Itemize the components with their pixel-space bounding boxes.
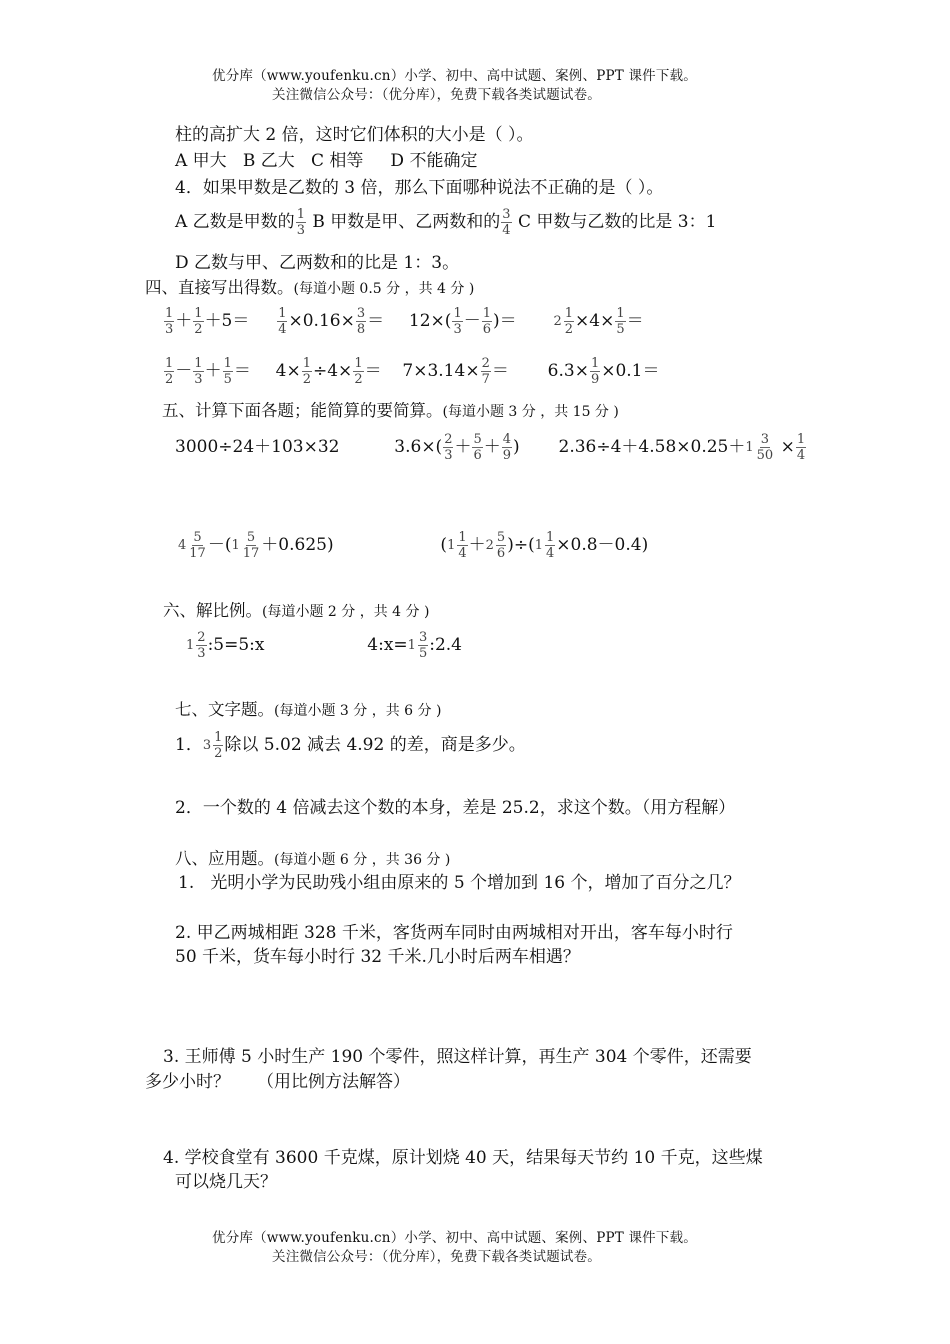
q3-options: A 甲大 B 乙大 C 相等 D 不能确定 [175,151,478,171]
q4-question: 4．如果甲数是乙数的 3 倍，那么下面哪种说法不正确的是（ ）。 [175,178,664,198]
calc-5-3: 2.36÷4＋4.58×0.25＋ 1 $\frac{3}{50}$ × $\frac{1}{4}$ [558,432,806,463]
page-footer-line2: 关注微信公众号：（优分库），免费下载各类试题试卷。 [272,1249,601,1265]
section8-q3-line2: 多少小时？ （用比例方法解答） [145,1072,411,1092]
section8-q4-line1: 4. 学校食堂有 3600 千克煤，原计划烧 40 天，结果每天节约 10 千克，这些煤 [163,1148,763,1168]
section4-note: (每道小题 0.5 分 ，共 4 分 ) [293,281,475,297]
proportion-1: 1 $\frac{2}{3}$ :5=5:x [186,630,265,661]
section4-row2 [163,354,660,388]
section4-heading [145,277,474,300]
section8-q2-line2: 50 千米，货车每小时行 32 千米.几小时后两车相遇？ [175,947,580,967]
section6-row [186,628,462,663]
page-footer-line1: 优分库（www.youfenku.cn）小学、初中、高中试题、案例、PPT 课件下载。 [212,1230,697,1246]
section8-q2-line1: 2. 甲乙两城相距 328 千米，客货两车同时由两城相对开出，客车每小时行 [175,923,733,943]
section5-row1 [175,430,807,465]
calc-4-1: $\frac{1}{3}$ ＋ $\frac{1}{2}$ ＋5＝ [165,306,250,337]
section8-heading [175,848,450,871]
section8-q1: 1. 光明小学为民助残小组由原来的 5 个增加到 16 个，增加了百分之几？ [178,873,741,893]
calc-4-8: 6.3× $\frac{1}{9}$ ×0.1＝ [547,356,660,387]
calc-5-2: 3.6×( $\frac{2}{3}$ ＋ $\frac{5}{6}$ ＋ $\frac{4}{9}$ ) [394,432,520,463]
section8-q3-line1: 3. 王师傅 5 小时生产 190 个零件，照这样计算，再生产 304 个零件，还需要 [163,1047,752,1067]
calc-4-5: $\frac{1}{2}$ － $\frac{1}{3}$ ＋ $\frac{1}{5}$ ＝ [165,356,251,387]
section7-note: (每道小题 3 分 ，共 6 分 ) [274,703,442,719]
q4-option-a: A 乙数是甲数的 [175,212,295,232]
section8-note: (每道小题 6 分 ，共 36 分 ) [274,852,451,868]
section6-note: (每道小题 2 分 ，共 4 分 ) [262,604,430,620]
q4-option-b: B 甲数是甲、乙两数和的 [312,212,501,232]
section7-q1: 1． 3 $\frac{1}{2}$ 除以 5.02 减去 4.92 的差，商是多少。 [175,730,526,761]
q4-option-d: D 乙数与甲、乙两数和的比是 1：3。 [175,253,460,273]
calc-4-7: 7×3.14× $\frac{2}{7}$ ＝ [402,356,509,387]
fraction-3-4: $\frac{3}{4}$ [502,207,511,238]
calc-4-6: 4× $\frac{1}{2}$ ÷4× $\frac{1}{2}$ ＝ [275,356,382,387]
page-header-line2: 关注微信公众号：（优分库），免费下载各类试题试卷。 [272,87,601,103]
calc-4-3: 12×( $\frac{1}{3}$ － $\frac{1}{6}$ )＝ [408,306,517,337]
section8-title: 八、应用题。 [175,849,274,868]
calc-4-4: 2 $\frac{1}{2}$ ×4× $\frac{1}{5}$ ＝ [553,306,644,337]
calc-5-4: 4 $\frac{5}{17}$ －( 1 $\frac{5}{17}$ ＋0.625) [178,530,334,561]
section7-q2: 2．一个数的 4 倍减去这个数的本身，差是 25.2，求这个数。（用方程解） [175,798,736,818]
q4-options-row [175,205,716,239]
section6-heading [163,600,429,623]
section5-title: 五、计算下面各题；能简算的要简算。 [162,401,443,420]
section5-heading [162,400,619,423]
calc-5-5: ( 1 $\frac{1}{4}$ ＋ 2 $\frac{5}{6}$ )÷( 1 $\frac{1}{4}$ ×0.8－0.4) [440,530,649,561]
q3-continuation: 柱的高扩大 2 倍，这时它们体积的大小是（ ）。 [175,125,534,145]
q4-option-c: C 甲数与乙数的比是 3：1 [517,212,717,232]
proportion-2: 4:x= 1 $\frac{3}{5}$ :2.4 [367,630,462,661]
calc-5-1: 3000÷24＋103×32 [175,437,340,457]
section7-title: 七、文字题。 [175,700,274,719]
fraction-1-3: $\frac{1}{3}$ [296,207,305,238]
section8-q4-line2: 可以烧几天？ [175,1172,277,1192]
section7-heading [175,699,441,722]
section4-title: 四、直接写出得数。 [145,278,294,297]
section5-row2 [178,528,648,563]
section4-row1 [163,304,644,339]
section5-note: (每道小题 3 分 ，共 15 分 ) [442,404,619,420]
calc-4-2: $\frac{1}{4}$ ×0.16× $\frac{3}{8}$ ＝ [278,306,385,337]
mixed-3-1-2: 3 $\frac{1}{2}$ [202,730,223,761]
page-header-line1: 优分库（www.youfenku.cn）小学、初中、高中试题、案例、PPT 课件下载。 [212,68,697,84]
section6-title: 六、解比例。 [163,601,262,620]
